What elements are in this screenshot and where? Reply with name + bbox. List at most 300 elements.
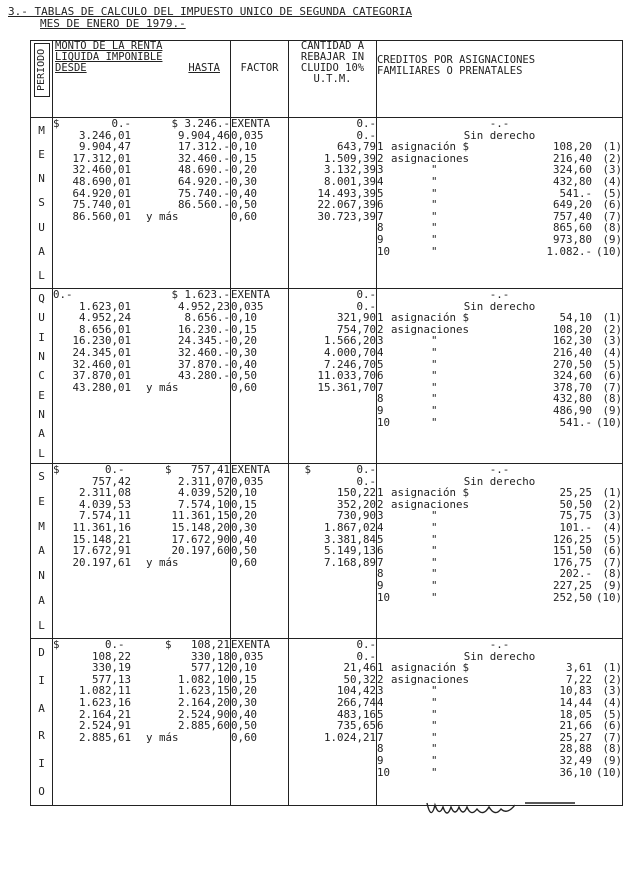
desde-value: 2.885,61 [78,730,131,744]
credit-amount: 324,60 [552,163,592,177]
monto-cell [53,464,231,639]
cantidad-value: 30.723,39 [317,209,376,223]
cantidad-value: 150,22 [336,486,376,500]
period-letter: A [38,701,45,715]
credit-amount: 3,61 [565,661,592,675]
desde-value: $ 0.- [53,117,132,130]
section-row [31,639,623,806]
credit-count: 10 [377,415,391,429]
cantidad-value: 1.867,02 [323,520,376,534]
cantidad-value: 754,70 [336,322,376,336]
credit-desc: " [431,392,438,406]
credit-index: (5) [602,357,622,371]
period-letter: M [38,519,45,533]
hasta-value: 330,18 [190,649,230,663]
factor-value: EXENTA [231,117,271,130]
credit-desc: " [431,684,438,698]
cantidad-value: 0.- [356,288,376,301]
period-letter: I [38,673,45,687]
credit-row [377,522,622,534]
credit-amount: 252,50 [552,590,592,604]
factor-value: 0,035 [231,128,264,142]
desde-value: 4.952,24 [78,311,131,325]
credit-amount: 36,10 [559,765,592,779]
credit-index: (4) [602,345,622,359]
credit-desc: " [431,730,438,744]
desde-value: 20.197,61 [72,555,131,569]
hasta-value: y más [146,555,179,569]
credit-desc: " [431,209,438,223]
credit-index: (7) [602,209,622,223]
range-row [53,732,230,744]
credit-count: 9 [377,232,384,246]
cantidad-value: 643,79 [336,140,376,154]
cantidad-value: 21,46 [343,661,376,675]
hasta-value: 4.039,52 [177,486,230,500]
credit-count: 6 [377,719,384,733]
credit-row [377,417,622,429]
credit-desc: asignación $ [391,311,470,325]
desde-value: 8.656,01 [78,322,131,336]
cantidad-value: 0.- [356,299,376,313]
credit-index: (7) [602,380,622,394]
range-row [53,211,230,223]
cantidad-value: 0.- [356,128,376,142]
credit-index: (8) [602,742,622,756]
desde-value: 3.246,01 [78,128,131,142]
credit-index: (1) [602,140,622,154]
factor-value: 0,10 [231,661,258,675]
credit-desc: " [431,221,438,235]
desde-value: 1.082,11 [78,684,131,698]
period-letter: Q [38,292,45,306]
credit-amount: 75,75 [559,509,592,523]
period-letter: D [38,646,45,660]
monto-cell [53,289,231,464]
hasta-value: 9.904,46 [177,128,230,142]
range-row [53,697,230,709]
period-letter: S [38,196,45,210]
credit-amount: 486,90 [552,403,592,417]
sin-derecho-label: Sin derecho [463,128,536,142]
factor-value: 0,30 [231,174,258,188]
factor-value: 0,60 [231,209,258,223]
hasta-value: $ 108,21 [164,638,230,651]
document-subtitle: MES DE ENERO DE 1979.- [40,17,186,30]
range-row [53,176,230,188]
no-credit-mark: -.- [489,288,510,301]
credit-desc: " [431,345,438,359]
credit-index: (9) [602,753,622,767]
credit-amount: 151,50 [552,544,592,558]
cantidad-value: 0.- [356,649,376,663]
credit-desc: " [431,707,438,721]
desde-value: 32.460,01 [72,357,131,371]
range-row [53,382,230,394]
credit-count: 7 [377,730,384,744]
factor-value: EXENTA [231,288,271,301]
credit-count: 6 [377,544,384,558]
credit-amount: 973,80 [552,232,592,246]
credit-index: (10) [595,244,622,258]
credit-amount: 432,80 [552,174,592,188]
no-credit-mark: -.- [489,463,510,476]
credit-index: (1) [602,661,622,675]
credit-desc: " [431,244,438,258]
sin-derecho-label: Sin derecho [463,474,536,488]
credit-desc: " [431,567,438,581]
credit-index: (1) [602,486,622,500]
factor-value: 0,20 [231,334,258,348]
hasta-value: y más [146,730,179,744]
factor-value: 0,10 [231,311,258,325]
credit-amount: 865,60 [552,221,592,235]
sin-derecho-label: Sin derecho [463,299,536,313]
credit-index: (9) [602,403,622,417]
period-letter: N [38,350,45,364]
hasta-value: 24.345.- [177,334,230,348]
credit-desc: " [431,578,438,592]
credit-amount: 25,25 [559,486,592,500]
credit-index: (1) [602,311,622,325]
hasta-value: 2.885,60 [177,719,230,733]
hasta-value: 7.574,10 [177,497,230,511]
period-label [31,289,53,464]
factor-value: 0,50 [231,544,258,558]
credit-count: 10 [377,590,391,604]
credit-amount: 270,50 [552,357,592,371]
credit-count: 8 [377,567,384,581]
credit-index: (2) [602,151,622,165]
period-letter: N [38,569,45,583]
desde-value: 1.623,01 [78,299,131,313]
credit-count: 4 [377,695,384,709]
range-row [53,199,230,211]
credit-desc: " [431,532,438,546]
credit-row [377,592,622,604]
cantidad-value: 5.149,13 [323,544,376,558]
range-row [53,464,230,476]
period-letter: C [38,369,45,383]
hasta-value: 17.312.- [177,140,230,154]
factor-cell [231,639,289,806]
credit-index: (8) [602,392,622,406]
monto-cell [53,118,231,289]
credit-count: 3 [377,509,384,523]
factor-value: 0,035 [231,474,264,488]
credit-index: (5) [602,532,622,546]
period-letter: S [38,469,45,483]
monto-header: MONTO DE LA RENTA LIQUIDA IMPONIBLE DESDE HASTA [53,41,231,118]
credit-index: (8) [602,567,622,581]
credit-row [377,370,622,382]
credit-desc: " [431,695,438,709]
credit-count: 4 [377,174,384,188]
credit-row [377,580,622,592]
period-letter: A [38,544,45,558]
hasta-value: 16.230.- [177,322,230,336]
factor-value: 0,40 [231,707,258,721]
credit-index: (5) [602,707,622,721]
hasta-value: 2.311,07 [177,474,230,488]
cantidad-value: 7.246,70 [323,357,376,371]
credit-amount: 10,83 [559,684,592,698]
factor-header: FACTOR [231,41,289,118]
cantidad-value: 3.132,39 [323,163,376,177]
hasta-value: 37.870.- [177,357,230,371]
cantidad-cell [289,464,377,639]
period-letter: A [38,594,45,608]
credit-amount: 28,88 [559,742,592,756]
credit-amount: 216,40 [552,345,592,359]
range-row [53,639,230,651]
desde-value: 86.560,01 [72,209,131,223]
credit-desc: asignación $ [391,486,470,500]
credit-desc: " [431,232,438,246]
hasta-value: 1.082,10 [177,672,230,686]
credit-desc: asignaciones [391,322,470,336]
factor-value: 0,30 [231,345,258,359]
desde-value: 2.311,08 [78,486,131,500]
credit-count: 1 [377,486,384,500]
credit-count: 4 [377,345,384,359]
hasta-value: $ 3.246.- [171,117,230,130]
period-letter: E [38,147,45,161]
cantidad-value: 730,90 [336,509,376,523]
credit-index: (6) [602,369,622,383]
credit-amount: 216,40 [552,151,592,165]
period-letter: I [38,330,45,344]
credit-index: (10) [595,590,622,604]
hasta-value: y más [146,209,179,223]
cantidad-value: 321,90 [336,311,376,325]
desde-value: 15.148,21 [72,532,131,546]
hasta-label: HASTA [188,62,220,74]
credit-count: 5 [377,357,384,371]
period-label [31,639,53,806]
desde-value: 7.574,11 [78,509,131,523]
range-row [53,522,230,534]
credit-count: 9 [377,753,384,767]
credit-count: 9 [377,578,384,592]
desde-value: 11.361,16 [72,520,131,534]
credit-row [377,246,622,258]
no-credit-mark: -.- [489,638,510,651]
factor-cell [231,118,289,289]
credit-amount: 202.- [559,567,592,581]
credit-amount: 227,25 [552,578,592,592]
credit-desc: " [431,544,438,558]
credit-count: 4 [377,520,384,534]
signature [425,793,585,823]
factor-value: 0,035 [231,649,264,663]
credit-desc: asignación $ [391,140,470,154]
factor-value: 0,50 [231,719,258,733]
section-row [31,464,623,639]
desde-value: $ 0.- [53,638,125,651]
credit-index: (4) [602,695,622,709]
credit-count: 5 [377,532,384,546]
document-title: 3.- TABLAS DE CALCULO DEL IMPUESTO UNICO DE SEGUNDA CATEGORIA [8,5,412,18]
hasta-value: 43.280.- [177,369,230,383]
credit-desc: " [431,555,438,569]
credit-row [377,545,622,557]
factor-value: 0,30 [231,695,258,709]
desde-value: 4.039,53 [78,497,131,511]
credit-index: (3) [602,684,622,698]
credit-amount: 541.- [559,186,592,200]
range-row [53,347,230,359]
credit-desc: " [431,198,438,212]
credit-count: 10 [377,244,391,258]
credit-row [377,405,622,417]
factor-value: 0,15 [231,497,258,511]
period-letter: E [38,388,45,402]
credit-count: 1 [377,311,384,325]
desde-value: 0.- [53,288,73,301]
credit-count: 1 [377,661,384,675]
desde-value: 1.623,16 [78,695,131,709]
period-letter: I [38,756,45,770]
range-row [53,720,230,732]
credit-desc: " [431,590,438,604]
desde-value: 577,13 [91,672,131,686]
credit-desc: " [431,415,438,429]
credit-desc: " [431,520,438,534]
cantidad-cell [289,289,377,464]
desde-value: 75.740,01 [72,198,131,212]
period-letter: M [38,123,45,137]
desde-value: 37.870,01 [72,369,131,383]
period-letter: A [38,427,45,441]
credit-amount: 108,20 [552,140,592,154]
hasta-value: 32.460.- [177,345,230,359]
hasta-value: 4.952,23 [177,299,230,313]
credit-amount: 1.082.- [546,244,592,258]
credit-count: 2 [377,322,384,336]
hasta-value: $ 757,41 [164,463,230,476]
credit-index: (6) [602,719,622,733]
period-letter: L [38,618,45,632]
range-row [53,545,230,557]
hasta-value: 48.690.- [177,163,230,177]
cantidad-value: $ 0.- [304,463,376,476]
credit-desc: " [431,357,438,371]
desde-value: 2.164,21 [78,707,131,721]
factor-value: 0,15 [231,322,258,336]
credit-desc: asignaciones [391,672,470,686]
credit-desc: " [431,742,438,756]
credit-index: (6) [602,544,622,558]
credit-desc: " [431,753,438,767]
cantidad-value: 0.- [356,638,376,651]
desde-value: 17.672,91 [72,544,131,558]
credit-amount: 18,05 [559,707,592,721]
factor-value: 0,50 [231,369,258,383]
credit-desc: asignación $ [391,661,470,675]
cantidad-value: 735,65 [336,719,376,733]
cantidad-value: 4.000,70 [323,345,376,359]
credit-index: (5) [602,186,622,200]
credit-amount: 649,20 [552,198,592,212]
credit-desc: asignaciones [391,497,470,511]
cantidad-header: CANTIDAD A REBAJAR IN CLUIDO 10% U.T.M. [289,41,377,118]
credit-count: 5 [377,186,384,200]
period-letter: R [38,729,45,743]
credit-count: 1 [377,140,384,154]
credit-index: (8) [602,221,622,235]
factor-cell [231,464,289,639]
period-letter: L [38,446,45,460]
factor-value: EXENTA [231,638,271,651]
sin-derecho-label: Sin derecho [463,649,536,663]
range-row [53,370,230,382]
credit-index: (4) [602,520,622,534]
credit-amount: 32,49 [559,753,592,767]
hasta-value: 11.361,15 [171,509,230,523]
factor-value: 0,40 [231,532,258,546]
credit-amount: 54,10 [559,311,592,325]
credit-index: (6) [602,198,622,212]
range-row [53,118,230,130]
monto-cell [53,639,231,806]
factor-value: 0,50 [231,198,258,212]
factor-value: 0,035 [231,299,264,313]
credit-index: (2) [602,497,622,511]
credit-row [377,347,622,359]
creditos-cell [377,289,623,464]
section-row [31,289,623,464]
hasta-value: $ 1.623.- [171,288,230,301]
credit-amount: 432,80 [552,392,592,406]
desde-value: 16.230,01 [72,334,131,348]
no-credit-mark: -.- [489,117,510,130]
tax-table [30,40,623,806]
credit-index: (7) [602,730,622,744]
hasta-value: 2.524,90 [177,707,230,721]
credit-amount: 14,44 [559,695,592,709]
credit-desc: " [431,174,438,188]
credit-count: 2 [377,497,384,511]
factor-value: 0,10 [231,486,258,500]
period-label [31,118,53,289]
desde-value: 9.904,47 [78,140,131,154]
credit-row [377,176,622,188]
creditos-cell [377,118,623,289]
credit-desc: " [431,369,438,383]
cantidad-value: 483,16 [336,707,376,721]
period-letter: O [38,784,45,798]
credit-count: 2 [377,672,384,686]
credit-count: 3 [377,163,384,177]
credit-index: (10) [595,765,622,779]
cantidad-value: 1.509,39 [323,151,376,165]
credit-desc: " [431,334,438,348]
credit-count: 3 [377,334,384,348]
period-label [31,464,53,639]
creditos-cell [377,464,623,639]
credit-count: 9 [377,403,384,417]
credit-amount: 50,50 [559,497,592,511]
credit-index: (7) [602,555,622,569]
desde-value: 64.920,01 [72,186,131,200]
credit-count: 2 [377,151,384,165]
period-letter: U [38,220,45,234]
desde-value: 330,19 [91,661,131,675]
credit-row [377,755,622,767]
credit-count: 7 [377,555,384,569]
desde-value: $ 0.- [53,463,125,476]
